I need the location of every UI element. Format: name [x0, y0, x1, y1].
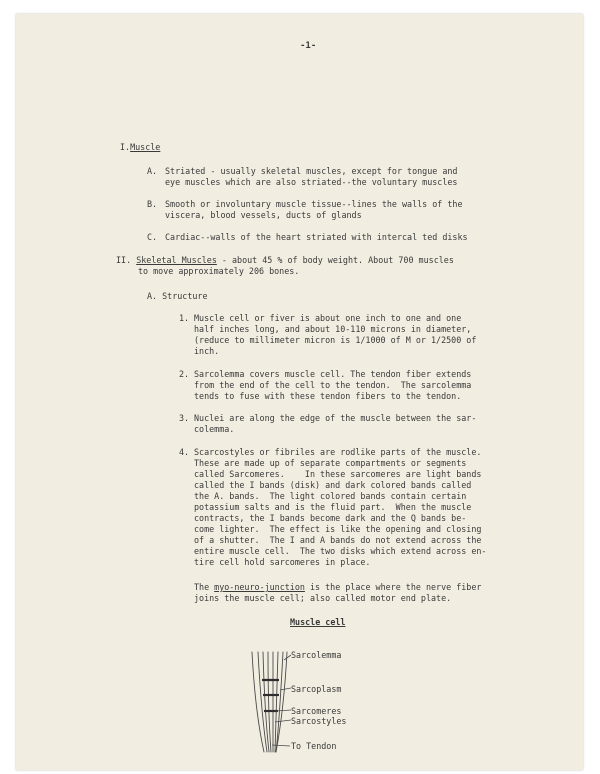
leader-sarcoplasm	[280, 688, 291, 690]
item-a-line-1: Striated - usually skeletal muscles, except for tongue and	[165, 166, 458, 176]
point-3-line-2: colemma.	[194, 424, 235, 434]
diagram-title: Muscle cell	[290, 617, 346, 627]
fibril-line-6	[276, 652, 283, 752]
point-4-line-7: contracts, the I bands become dark and the Q bands be-	[194, 513, 467, 523]
section-2-numeral: II.	[116, 255, 132, 265]
point-2-line-3: tends to fuse with these tendon fibers to the tendon.	[194, 391, 462, 401]
point-4-line-9: of a shutter. The I and A bands do not extend across the	[194, 535, 482, 545]
structure-subheading: A. Structure	[147, 291, 208, 301]
item-a-label: A.	[147, 166, 158, 176]
point-4-line-8: come lighter. The effect is like the opening and closing	[194, 524, 482, 534]
fibril-line-3	[268, 652, 271, 752]
item-c-label: C.	[147, 232, 158, 242]
section-2-line-2: to move approximately 206 bones.	[138, 266, 300, 276]
label-sarcoplasm: Sarcoplasm	[291, 684, 342, 694]
section-1-numeral: I.	[120, 142, 131, 152]
point-4-line-10: entire muscle cell. The two disks which extend across en-	[194, 546, 487, 556]
point-3-line-1: Nuclei are along the edge of the muscle between the sar-	[194, 413, 477, 423]
label-sarcomeres: Sarcomeres	[291, 706, 342, 716]
item-b-label: B.	[147, 199, 158, 209]
label-to-tendon: To Tendon	[291, 741, 337, 751]
point-3-num: 3.	[179, 413, 190, 423]
point-1-line-2: half inches long, and about 10-110 microns in diameter,	[194, 324, 472, 334]
leader-sarcomeres	[276, 710, 291, 711]
point-2-line-2: from the end of the cell to the tendon. The sarcolemma	[194, 380, 472, 390]
item-b-line-1: Smooth or involuntary muscle tissue--lines the walls of the	[165, 199, 463, 209]
leader-sarcolemma	[284, 655, 291, 660]
point-4-line-5: the A. bands. The light colored bands contain certain	[194, 491, 467, 501]
page-number: -1-	[300, 41, 317, 51]
point-1-line-1: Muscle cell or fiver is about one inch to one and one	[194, 313, 462, 323]
cell-outline-left	[252, 652, 264, 752]
junction-after: is the place where the nerve fiber	[304, 582, 482, 592]
point-2-num: 2.	[179, 369, 190, 379]
point-4-line-6: potassium salts and is the fluid part. When the muscle	[194, 502, 472, 512]
point-4-line-11: tire cell hold sarcomeres in place.	[194, 557, 371, 567]
item-a-line-2: eye muscles which are also striated--the voluntary muscles	[165, 177, 458, 187]
section-2-title: Skeletal Muscles	[136, 255, 217, 265]
junction-line-2: joins the muscle cell; also called motor end plate.	[194, 593, 452, 603]
point-4-num: 4.	[179, 447, 190, 457]
point-1-line-4: inch.	[194, 346, 220, 356]
point-1-line-3: (reduce to millimeter micron is 1/1000 of M or 1/2500 of	[194, 335, 477, 345]
item-c-line-1: Cardiac--walls of the heart striated with intercal ted disks	[165, 232, 468, 242]
point-1-num: 1.	[179, 313, 190, 323]
fibril-line-1	[258, 652, 267, 752]
section-2-title-rest: - about 45 % of body weight. About 700 muscles	[216, 255, 454, 265]
point-4-line-2: These are made up of separate compartments or segments	[194, 458, 467, 468]
point-2-line-1: Sarcolemma covers muscle cell. The tendon fiber extends	[194, 369, 472, 379]
point-4-line-4: called the I bands (disk) and dark colored bands called	[194, 480, 472, 490]
label-sarcolemma: Sarcolemma	[291, 650, 342, 660]
leader-sarcostyles	[275, 720, 291, 722]
label-sarcostyles: Sarcostyles	[291, 716, 347, 726]
junction-term: myo-neuro-junction	[214, 582, 305, 592]
point-4-line-3: called Sarcomeres. In these sarcomeres are light bands	[194, 469, 482, 479]
item-b-line-2: viscera, blood vessels, ducts of glands	[165, 210, 362, 220]
junction-before: The	[194, 582, 215, 592]
leader-tendon	[272, 745, 290, 746]
section-1-title: Muscle	[130, 142, 161, 152]
point-4-line-1: Scarcostyles or fibriles are rodlike parts of the muscle.	[194, 447, 482, 457]
